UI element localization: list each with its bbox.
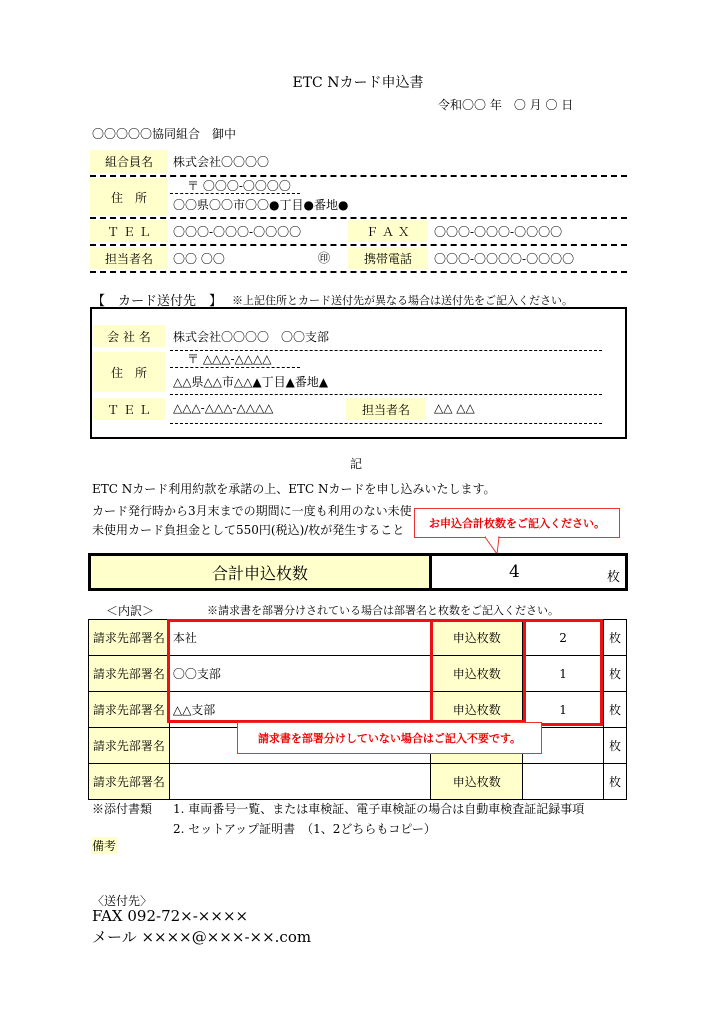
count-label: 申込枚数: [431, 764, 523, 800]
dept-value: 〇〇支部: [169, 656, 430, 692]
delivery-contact-value: △△ △△: [434, 401, 475, 415]
count-unit: 枚: [604, 656, 627, 692]
remarks-label: 備考: [92, 839, 117, 853]
total-unit: 枚: [607, 570, 621, 585]
attachments-label: ※添付書類: [92, 802, 153, 816]
dept-label: 請求先部署名: [89, 764, 170, 800]
table-row: [89, 764, 627, 800]
postal-code: 〒 〇〇〇-〇〇〇〇: [187, 179, 291, 193]
delivery-address-value: △△県△△市△△▲丁目▲番地▲: [173, 375, 329, 389]
addressee: 〇〇〇〇〇協同組合 御中: [92, 127, 237, 141]
send-to-mail: メール ××××@×××-××.com: [92, 928, 312, 946]
address-label: 住 所: [90, 178, 168, 216]
count-label: 申込枚数: [431, 620, 523, 656]
count-unit: 枚: [604, 692, 627, 728]
dept-label: 請求先部署名: [89, 692, 170, 728]
application-date: 令和〇〇 年 〇 月 〇 日: [438, 98, 574, 112]
dept-value: △△支部: [169, 692, 430, 728]
ki-mark: 記: [350, 457, 363, 471]
attachment-item-1: 1. 車両番号一覧、または車検証、電子車検証の場合は自動車検査証記録事項: [173, 802, 585, 816]
delivery-contact-label: 担当者名: [346, 398, 426, 420]
mobile-value: 〇〇〇-〇〇〇〇-〇〇〇〇: [434, 252, 575, 266]
count-unit: 枚: [604, 620, 627, 656]
count-label-highlight-frame: [430, 619, 526, 723]
total-callout: お申込合計枚数をご記入ください。: [414, 508, 620, 538]
dept-label: 請求先部署名: [89, 620, 170, 656]
dept-label: 請求先部署名: [89, 728, 170, 764]
page-title: ETC Nカード申込書: [292, 75, 424, 91]
dept-label: 請求先部署名: [89, 656, 170, 692]
contact-value: 〇〇 〇〇: [173, 252, 225, 266]
delivery-company-label: 会 社 名: [93, 325, 165, 347]
delivery-postal: 〒 △△△-△△△△: [187, 352, 272, 366]
fax-value: 〇〇〇-〇〇〇-〇〇〇〇: [434, 225, 563, 239]
contact-label: 担当者名: [90, 247, 168, 269]
member-name-label: 組合員名: [90, 150, 168, 173]
count-unit: 枚: [604, 728, 627, 764]
fax-label: Ｆ Ａ Ｘ: [348, 220, 428, 242]
dept-callout: 請求書を部署分けしていない場合はご記入不要です。: [237, 722, 542, 754]
send-to-header: 〈送付先〉: [92, 894, 153, 908]
delivery-address-label: 住 所: [93, 352, 165, 392]
delivery-company-value: 株式会社〇〇〇〇 〇〇支部: [173, 330, 330, 344]
count-label: 申込枚数: [431, 692, 523, 728]
dept-highlight-frame: [167, 619, 433, 723]
dept-value: 本社: [169, 620, 430, 656]
send-to-fax: FAX 092-72×-××××: [92, 907, 249, 925]
address-value: 〇〇県〇〇市〇〇●丁目●番地●: [173, 198, 349, 212]
count-value: 2: [523, 620, 604, 656]
count-label: 申込枚数: [431, 656, 523, 692]
body-line-1: ETC Nカード利用約款を承諾の上、ETC Nカードを申し込みいたします。: [92, 482, 496, 496]
count-value: 1: [523, 656, 604, 692]
delivery-tel-value: △△△-△△△-△△△△: [173, 401, 274, 415]
total-value: 4: [509, 562, 520, 582]
count-highlight-frame: [523, 619, 603, 726]
mobile-label: 携帯電話: [348, 247, 428, 269]
seal-mark: ㊞: [318, 251, 331, 265]
count-value: [523, 764, 604, 800]
member-name-value: 株式会社〇〇〇〇: [173, 155, 270, 169]
count-value: 1: [523, 692, 604, 728]
delivery-header: 【 カード送付先 】: [92, 294, 223, 309]
body-line-3: 未使用カード負担金として550円(税込)/枚が発生すること: [92, 523, 405, 537]
tel-label: Ｔ Ｅ Ｌ: [90, 220, 168, 242]
dept-value: [169, 764, 430, 800]
breakdown-note: ※請求書を部署分けされている場合は部署名と枚数をご記入ください。: [207, 604, 559, 617]
body-line-2: カード発行時から3月末までの期間に一度も利用のない未使: [92, 504, 412, 518]
delivery-note: ※上記住所とカード送付先が異なる場合は送付先をご記入ください。: [232, 294, 573, 307]
attachment-item-2: 2. セットアップ証明書 （1、2どちらもコピー）: [173, 822, 436, 836]
total-label: 合計申込枚数: [91, 556, 429, 588]
delivery-tel-label: Ｔ Ｅ Ｌ: [93, 398, 165, 420]
count-unit: 枚: [604, 764, 627, 800]
tel-value: 〇〇〇-〇〇〇-〇〇〇〇: [173, 225, 302, 239]
breakdown-header: ＜内訳＞: [106, 604, 155, 618]
